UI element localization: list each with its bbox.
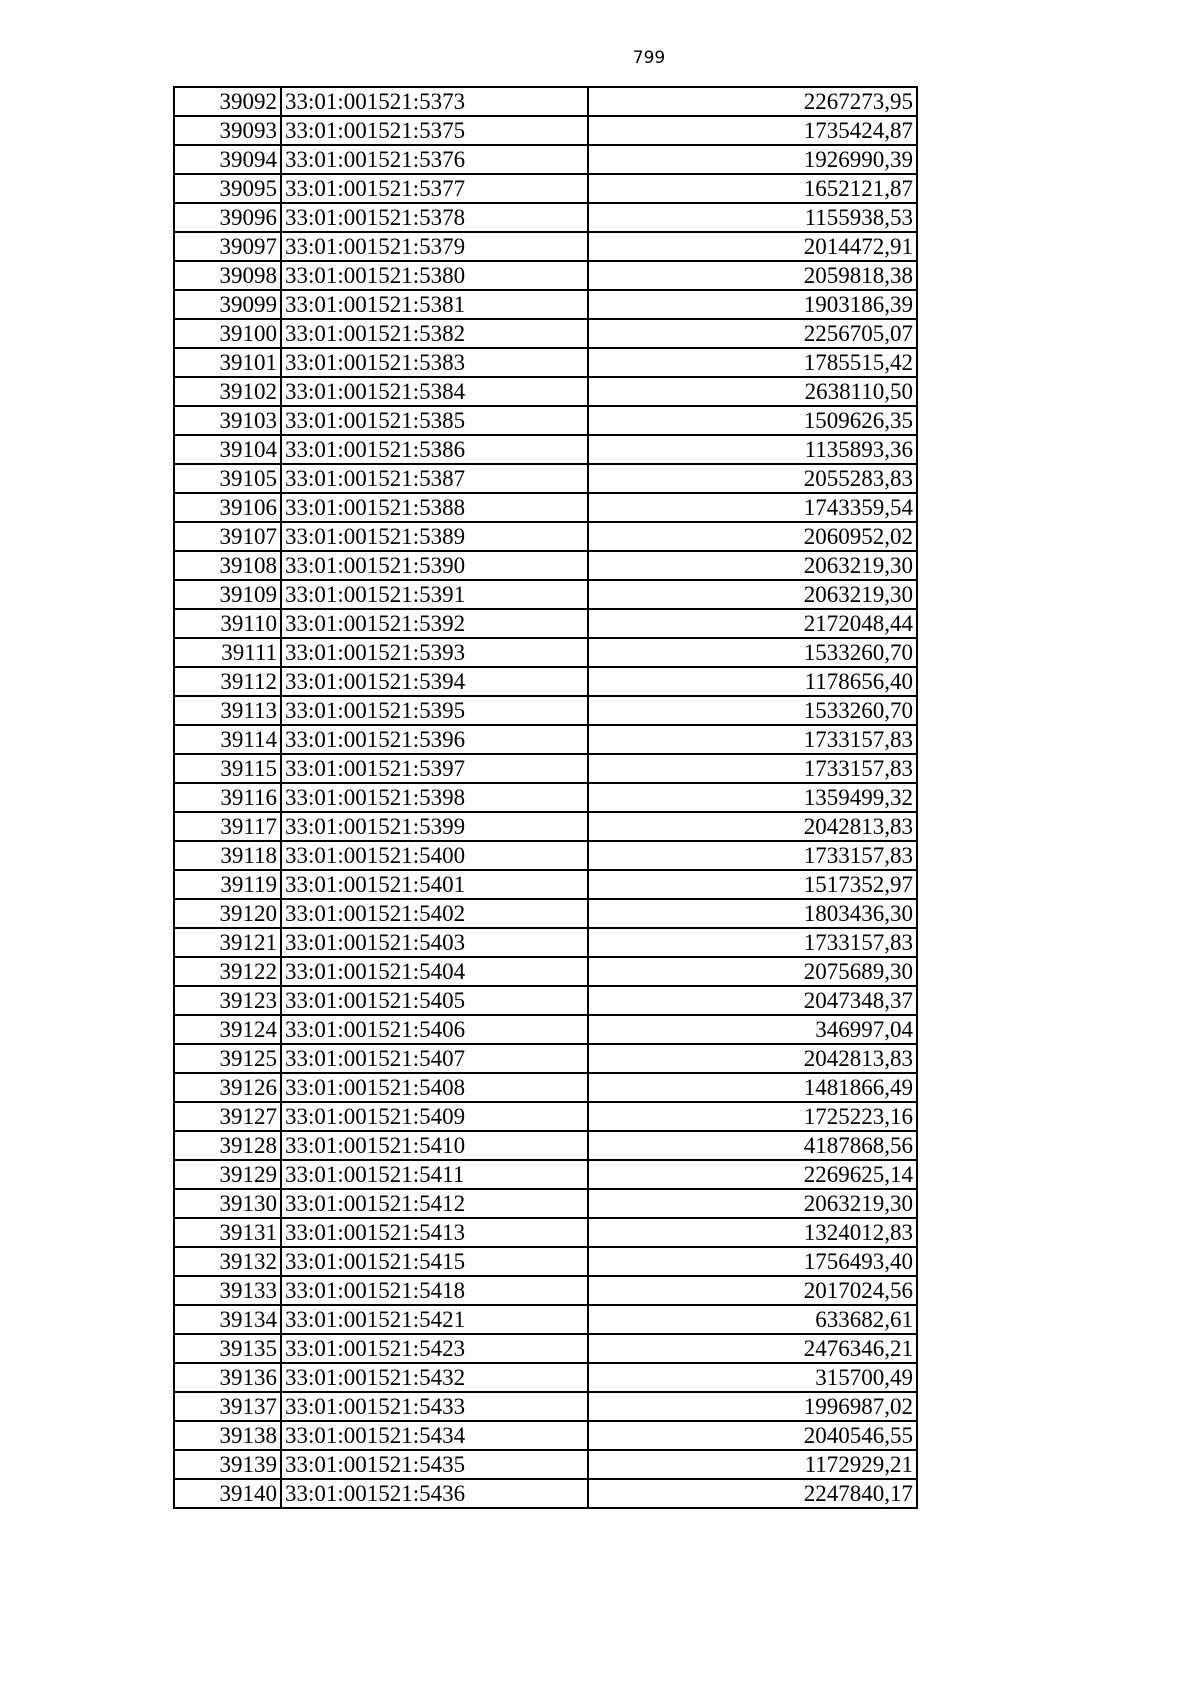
table-row: [174, 1131, 917, 1160]
row-number-cell: 39116: [174, 783, 281, 812]
table-body: [174, 87, 917, 1508]
cadastral-value-cell: 1903186,39: [588, 290, 917, 319]
table-row: [174, 667, 917, 696]
cadastral-number-cell: 33:01:001521:5384: [281, 377, 588, 406]
cadastral-number-cell: 33:01:001521:5379: [281, 232, 588, 261]
cadastral-value-cell: 633682,61: [588, 1305, 917, 1334]
cadastral-number-cell: 33:01:001521:5398: [281, 783, 588, 812]
cadastral-number-cell: 33:01:001521:5376: [281, 145, 588, 174]
table-row: [174, 812, 917, 841]
cadastral-number-cell: 33:01:001521:5405: [281, 986, 588, 1015]
row-number-cell: 39133: [174, 1276, 281, 1305]
table-row: [174, 1160, 917, 1189]
table-row: [174, 464, 917, 493]
row-number-cell: 39131: [174, 1218, 281, 1247]
cadastral-value-cell: 2256705,07: [588, 319, 917, 348]
cadastral-value-cell: 1324012,83: [588, 1218, 917, 1247]
cadastral-value-cell: 2042813,83: [588, 1044, 917, 1073]
cadastral-value-cell: 1733157,83: [588, 725, 917, 754]
row-number-cell: 39115: [174, 754, 281, 783]
cadastral-number-cell: 33:01:001521:5389: [281, 522, 588, 551]
row-number-cell: 39119: [174, 870, 281, 899]
cadastral-value-cell: 1533260,70: [588, 696, 917, 725]
row-number-cell: 39134: [174, 1305, 281, 1334]
table-row: [174, 928, 917, 957]
cadastral-number-cell: 33:01:001521:5404: [281, 957, 588, 986]
row-number-cell: 39108: [174, 551, 281, 580]
row-number-cell: 39117: [174, 812, 281, 841]
cadastral-number-cell: 33:01:001521:5380: [281, 261, 588, 290]
table-row: [174, 986, 917, 1015]
table-row: [174, 1421, 917, 1450]
cadastral-value-table: [173, 86, 918, 1509]
cadastral-number-cell: 33:01:001521:5386: [281, 435, 588, 464]
cadastral-number-cell: 33:01:001521:5406: [281, 1015, 588, 1044]
table-row: [174, 1479, 917, 1508]
cadastral-value-cell: 2075689,30: [588, 957, 917, 986]
table-row: [174, 1276, 917, 1305]
table-row: [174, 725, 917, 754]
cadastral-number-cell: 33:01:001521:5377: [281, 174, 588, 203]
table-row: [174, 203, 917, 232]
row-number-cell: 39095: [174, 174, 281, 203]
cadastral-number-cell: 33:01:001521:5399: [281, 812, 588, 841]
table-row: [174, 841, 917, 870]
table-row: [174, 522, 917, 551]
cadastral-value-cell: 1733157,83: [588, 841, 917, 870]
row-number-cell: 39124: [174, 1015, 281, 1044]
cadastral-value-cell: 1785515,42: [588, 348, 917, 377]
row-number-cell: 39123: [174, 986, 281, 1015]
cadastral-value-cell: 1509626,35: [588, 406, 917, 435]
table-row: [174, 290, 917, 319]
table-row: [174, 1334, 917, 1363]
cadastral-value-cell: 2638110,50: [588, 377, 917, 406]
row-number-cell: 39138: [174, 1421, 281, 1450]
cadastral-number-cell: 33:01:001521:5415: [281, 1247, 588, 1276]
row-number-cell: 39128: [174, 1131, 281, 1160]
row-number-cell: 39102: [174, 377, 281, 406]
table-row: [174, 87, 917, 116]
cadastral-value-cell: 1733157,83: [588, 928, 917, 957]
cadastral-value-cell: 2269625,14: [588, 1160, 917, 1189]
row-number-cell: 39106: [174, 493, 281, 522]
cadastral-number-cell: 33:01:001521:5412: [281, 1189, 588, 1218]
cadastral-value-cell: 2247840,17: [588, 1479, 917, 1508]
row-number-cell: 39094: [174, 145, 281, 174]
cadastral-number-cell: 33:01:001521:5383: [281, 348, 588, 377]
cadastral-number-cell: 33:01:001521:5421: [281, 1305, 588, 1334]
cadastral-number-cell: 33:01:001521:5418: [281, 1276, 588, 1305]
table-row: [174, 870, 917, 899]
row-number-cell: 39121: [174, 928, 281, 957]
row-number-cell: 39136: [174, 1363, 281, 1392]
row-number-cell: 39107: [174, 522, 281, 551]
row-number-cell: 39104: [174, 435, 281, 464]
table-row: [174, 1450, 917, 1479]
cadastral-number-cell: 33:01:001521:5382: [281, 319, 588, 348]
cadastral-value-cell: 2055283,83: [588, 464, 917, 493]
table-row: [174, 406, 917, 435]
cadastral-value-cell: 2172048,44: [588, 609, 917, 638]
row-number-cell: 39120: [174, 899, 281, 928]
cadastral-value-cell: 1725223,16: [588, 1102, 917, 1131]
cadastral-value-cell: 2014472,91: [588, 232, 917, 261]
cadastral-value-cell: 346997,04: [588, 1015, 917, 1044]
cadastral-number-cell: 33:01:001521:5434: [281, 1421, 588, 1450]
row-number-cell: 39112: [174, 667, 281, 696]
cadastral-number-cell: 33:01:001521:5423: [281, 1334, 588, 1363]
cadastral-number-cell: 33:01:001521:5403: [281, 928, 588, 957]
row-number-cell: 39101: [174, 348, 281, 377]
row-number-cell: 39127: [174, 1102, 281, 1131]
cadastral-value-cell: 2059818,38: [588, 261, 917, 290]
table-row: [174, 899, 917, 928]
cadastral-number-cell: 33:01:001521:5388: [281, 493, 588, 522]
table-row: [174, 493, 917, 522]
row-number-cell: 39130: [174, 1189, 281, 1218]
table-row: [174, 435, 917, 464]
table-row: [174, 1305, 917, 1334]
table-row: [174, 1073, 917, 1102]
cadastral-number-cell: 33:01:001521:5394: [281, 667, 588, 696]
row-number-cell: 39100: [174, 319, 281, 348]
cadastral-number-cell: 33:01:001521:5409: [281, 1102, 588, 1131]
cadastral-number-cell: 33:01:001521:5373: [281, 87, 588, 116]
row-number-cell: 39135: [174, 1334, 281, 1363]
cadastral-value-cell: 1733157,83: [588, 754, 917, 783]
cadastral-value-cell: 2047348,37: [588, 986, 917, 1015]
row-number-cell: 39109: [174, 580, 281, 609]
cadastral-value-table-container: [173, 86, 918, 1509]
table-row: [174, 696, 917, 725]
row-number-cell: 39132: [174, 1247, 281, 1276]
cadastral-number-cell: 33:01:001521:5392: [281, 609, 588, 638]
page-number: 799: [632, 48, 666, 68]
table-row: [174, 551, 917, 580]
row-number-cell: 39113: [174, 696, 281, 725]
table-row: [174, 957, 917, 986]
cadastral-number-cell: 33:01:001521:5385: [281, 406, 588, 435]
table-row: [174, 638, 917, 667]
row-number-cell: 39118: [174, 841, 281, 870]
cadastral-number-cell: 33:01:001521:5391: [281, 580, 588, 609]
cadastral-value-cell: 1517352,97: [588, 870, 917, 899]
cadastral-value-cell: 1756493,40: [588, 1247, 917, 1276]
cadastral-value-cell: 2063219,30: [588, 551, 917, 580]
table-row: [174, 319, 917, 348]
table-row: [174, 580, 917, 609]
cadastral-value-cell: 1481866,49: [588, 1073, 917, 1102]
cadastral-value-cell: 315700,49: [588, 1363, 917, 1392]
table-row: [174, 174, 917, 203]
cadastral-number-cell: 33:01:001521:5410: [281, 1131, 588, 1160]
cadastral-value-cell: 1743359,54: [588, 493, 917, 522]
table-row: [174, 1102, 917, 1131]
cadastral-number-cell: 33:01:001521:5400: [281, 841, 588, 870]
cadastral-value-cell: 2267273,95: [588, 87, 917, 116]
cadastral-number-cell: 33:01:001521:5381: [281, 290, 588, 319]
table-row: [174, 1218, 917, 1247]
cadastral-number-cell: 33:01:001521:5433: [281, 1392, 588, 1421]
cadastral-value-cell: 1996987,02: [588, 1392, 917, 1421]
cadastral-value-cell: 1803436,30: [588, 899, 917, 928]
cadastral-number-cell: 33:01:001521:5402: [281, 899, 588, 928]
row-number-cell: 39092: [174, 87, 281, 116]
row-number-cell: 39126: [174, 1073, 281, 1102]
cadastral-number-cell: 33:01:001521:5395: [281, 696, 588, 725]
table-row: [174, 116, 917, 145]
cadastral-value-cell: 1926990,39: [588, 145, 917, 174]
cadastral-value-cell: 2063219,30: [588, 1189, 917, 1218]
cadastral-value-cell: 1533260,70: [588, 638, 917, 667]
row-number-cell: 39139: [174, 1450, 281, 1479]
cadastral-value-cell: 2042813,83: [588, 812, 917, 841]
cadastral-value-cell: 1652121,87: [588, 174, 917, 203]
cadastral-number-cell: 33:01:001521:5378: [281, 203, 588, 232]
cadastral-value-cell: 4187868,56: [588, 1131, 917, 1160]
table-row: [174, 1044, 917, 1073]
table-row: [174, 1015, 917, 1044]
cadastral-number-cell: 33:01:001521:5408: [281, 1073, 588, 1102]
cadastral-number-cell: 33:01:001521:5396: [281, 725, 588, 754]
cadastral-number-cell: 33:01:001521:5375: [281, 116, 588, 145]
row-number-cell: 39096: [174, 203, 281, 232]
cadastral-value-cell: 2017024,56: [588, 1276, 917, 1305]
cadastral-number-cell: 33:01:001521:5411: [281, 1160, 588, 1189]
row-number-cell: 39103: [174, 406, 281, 435]
row-number-cell: 39122: [174, 957, 281, 986]
cadastral-number-cell: 33:01:001521:5413: [281, 1218, 588, 1247]
table-row: [174, 232, 917, 261]
cadastral-value-cell: 1178656,40: [588, 667, 917, 696]
cadastral-value-cell: 1155938,53: [588, 203, 917, 232]
row-number-cell: 39098: [174, 261, 281, 290]
table-row: [174, 783, 917, 812]
cadastral-number-cell: 33:01:001521:5397: [281, 754, 588, 783]
cadastral-value-cell: 2040546,55: [588, 1421, 917, 1450]
row-number-cell: 39140: [174, 1479, 281, 1508]
cadastral-number-cell: 33:01:001521:5436: [281, 1479, 588, 1508]
row-number-cell: 39105: [174, 464, 281, 493]
cadastral-number-cell: 33:01:001521:5393: [281, 638, 588, 667]
cadastral-value-cell: 1359499,32: [588, 783, 917, 812]
row-number-cell: 39111: [174, 638, 281, 667]
table-row: [174, 1189, 917, 1218]
table-row: [174, 145, 917, 174]
row-number-cell: 39099: [174, 290, 281, 319]
row-number-cell: 39097: [174, 232, 281, 261]
cadastral-number-cell: 33:01:001521:5407: [281, 1044, 588, 1073]
row-number-cell: 39110: [174, 609, 281, 638]
cadastral-number-cell: 33:01:001521:5432: [281, 1363, 588, 1392]
cadastral-number-cell: 33:01:001521:5387: [281, 464, 588, 493]
table-row: [174, 609, 917, 638]
cadastral-number-cell: 33:01:001521:5435: [281, 1450, 588, 1479]
table-row: [174, 1392, 917, 1421]
table-row: [174, 348, 917, 377]
table-row: [174, 1363, 917, 1392]
table-row: [174, 377, 917, 406]
cadastral-value-cell: 2060952,02: [588, 522, 917, 551]
row-number-cell: 39125: [174, 1044, 281, 1073]
row-number-cell: 39137: [174, 1392, 281, 1421]
cadastral-value-cell: 1135893,36: [588, 435, 917, 464]
row-number-cell: 39093: [174, 116, 281, 145]
cadastral-value-cell: 1172929,21: [588, 1450, 917, 1479]
cadastral-number-cell: 33:01:001521:5401: [281, 870, 588, 899]
table-row: [174, 1247, 917, 1276]
row-number-cell: 39114: [174, 725, 281, 754]
table-row: [174, 261, 917, 290]
cadastral-value-cell: 1735424,87: [588, 116, 917, 145]
cadastral-value-cell: 2476346,21: [588, 1334, 917, 1363]
row-number-cell: 39129: [174, 1160, 281, 1189]
cadastral-value-cell: 2063219,30: [588, 580, 917, 609]
cadastral-number-cell: 33:01:001521:5390: [281, 551, 588, 580]
table-row: [174, 754, 917, 783]
